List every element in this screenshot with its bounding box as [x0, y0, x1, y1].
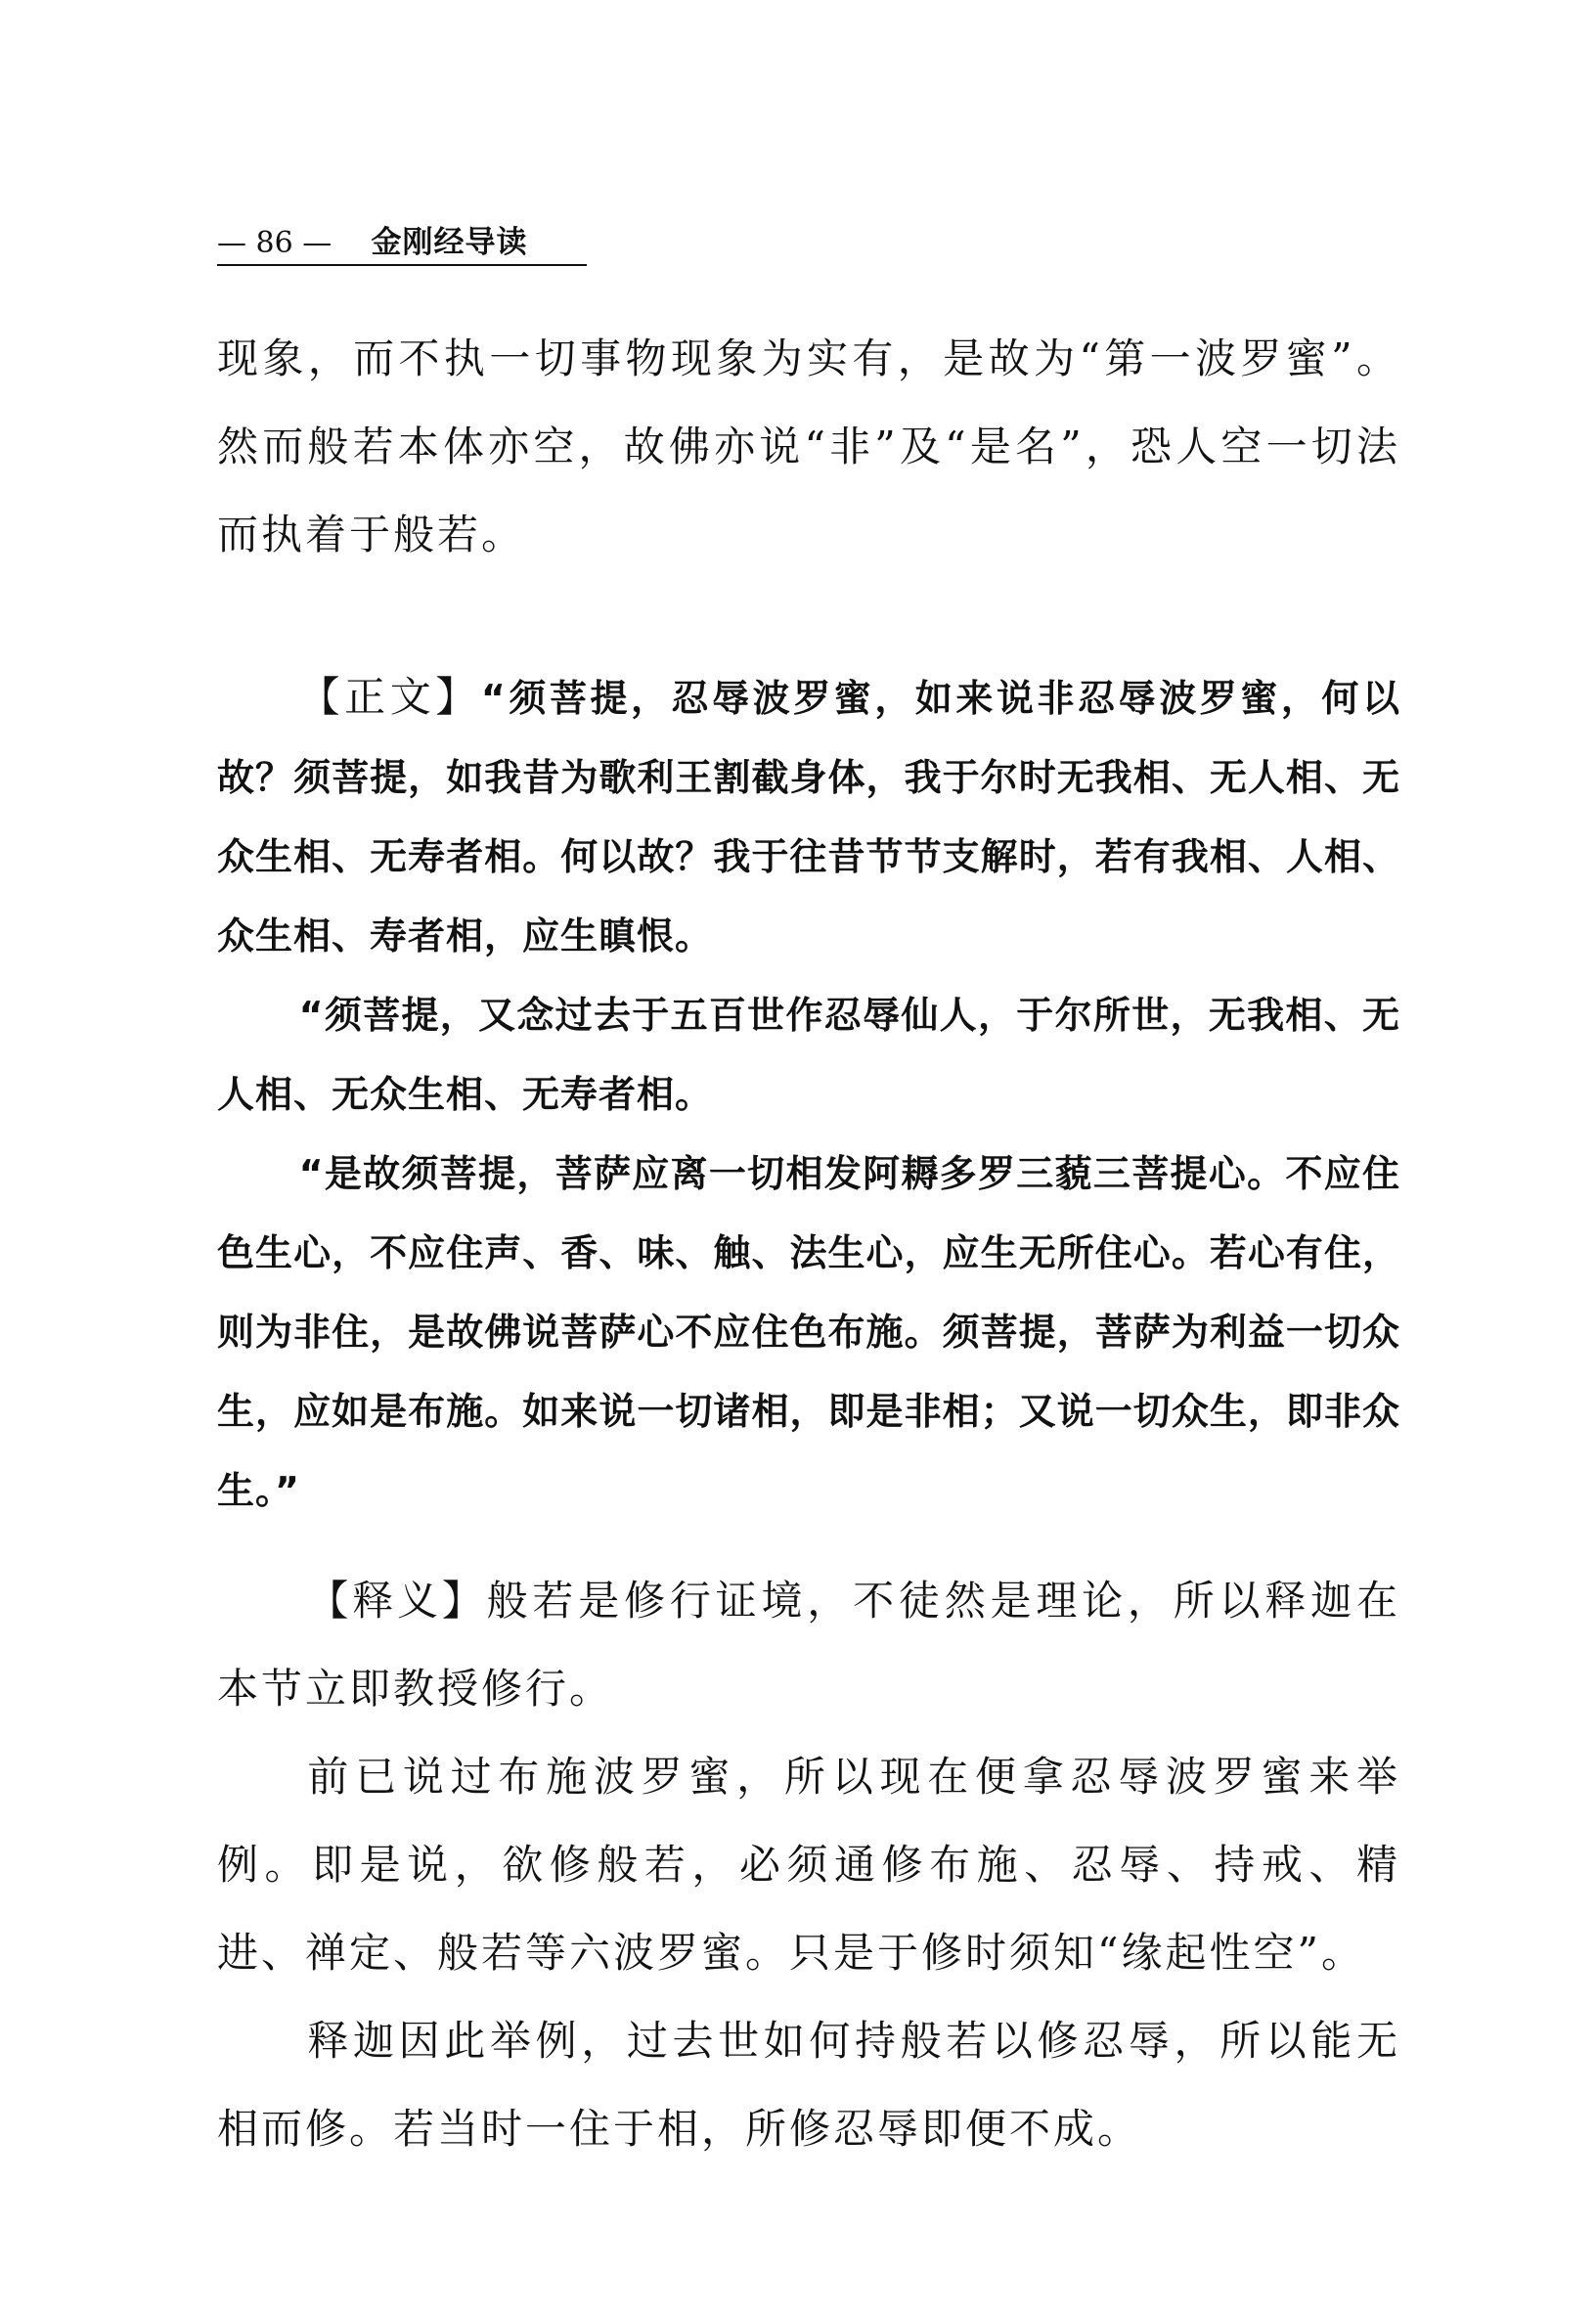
page-header: [217, 223, 589, 266]
explanation-paragraph-3: 释迦因此举例，过去世如何持般若以修忍辱，所以能无相而修。若当时一住于相，所修忍辱即便不成。: [217, 2017, 1400, 2153]
scripture-section: [217, 657, 1400, 1531]
explanation-marker: 【释义】: [307, 1577, 487, 1625]
running-title: 金刚经导读: [371, 225, 528, 260]
explanation-paragraph-1: [217, 1557, 1400, 1733]
scripture-paragraph-1-text: “须菩提，忍辱波罗蜜，如来说非忍辱波罗蜜，何以故？须菩提，如我昔为歌利王割截身体，我于尔时无我相、无人相、无众生相、无寿者相。何以故？我于往昔节节支解时，若有我相、人相、众生相、寿者相，应生瞋恨。: [217, 677, 1400, 958]
scripture-paragraph-3: “是故须菩提，菩萨应离一切相发阿耨多罗三藐三菩提心。不应住色生心，不应住声、香、味、触、法生心，应生无所住心。若心有住，则为非住，是故佛说菩萨心不应住色布施。须菩提，菩萨为利益一切众生，应如是布施。如来说一切诸相，即是非相；又说一切众生，即非众生。”: [217, 1152, 1400, 1512]
explanation-section: [217, 1557, 1400, 2173]
explanation-paragraph-1-text: 般若是修行证境，不徒然是理论，所以释迦在本节立即教授修行。: [217, 1577, 1400, 1713]
explanation-paragraph-2: 前已说过布施波罗蜜，所以现在便拿忍辱波罗蜜来举例。即是说，欲修般若，必须通修布施、忍辱、持戒、精进、禅定、般若等六波罗蜜。只是于修时须知“缘起性空”。: [217, 1753, 1400, 1977]
continued-paragraph-block: [217, 315, 1400, 579]
scripture-paragraph-1: [217, 657, 1400, 976]
scripture-marker: 【正文】: [298, 673, 481, 721]
header-rule: [217, 264, 587, 266]
scripture-paragraph-2: “须菩提，又念过去于五百世作忍辱仙人，于尔所世，无我相、无人相、无众生相、无寿者相。: [217, 994, 1400, 1116]
continued-paragraph: 现象，而不执一切事物现象为实有，是故为“第一波罗蜜”。然而般若本体亦空，故佛亦说“非”及“是名”，恐人空一切法而执着于般若。: [217, 334, 1400, 558]
page-number: — 86 —: [217, 226, 332, 260]
